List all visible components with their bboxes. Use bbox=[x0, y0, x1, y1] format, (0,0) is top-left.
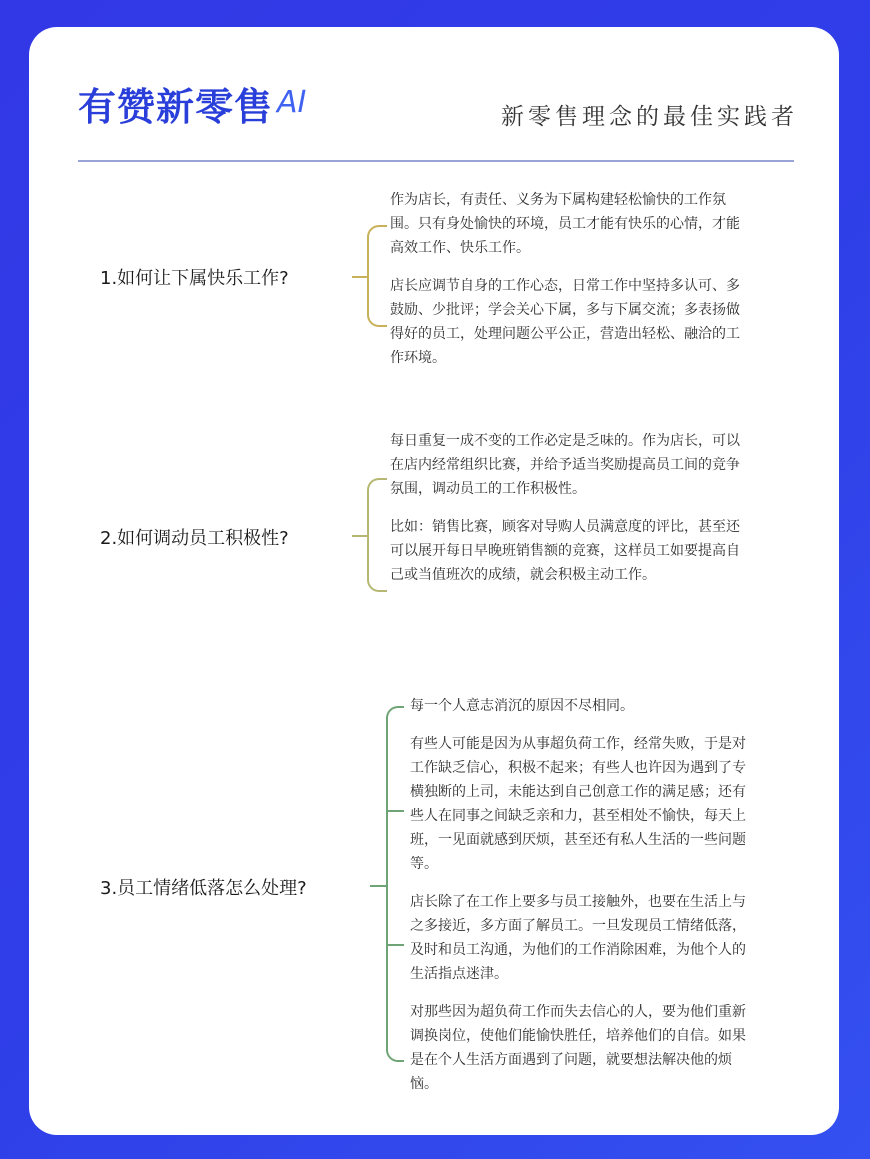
bracket-3-notch-a bbox=[386, 810, 404, 812]
brand-logo bbox=[78, 85, 307, 129]
answer-3-3: 店长除了在工作上要多与员工接触外，也要在生活上与之多接近，多方面了解员工。一旦发现员工情绪低落，及时和员工沟通，为他们的工作消除困难，为他个人的生活指点迷津。 bbox=[410, 894, 746, 982]
answer-2-2: 比如：销售比赛，顾客对导购人员满意度的评比，甚至还可以展开每日早晚班销售额的竞赛，这样员工如要提高自己或当值班次的成绩，就会积极主动工作。 bbox=[390, 519, 740, 583]
bracket-3 bbox=[386, 706, 404, 1062]
answer-3-4: 对那些因为超负荷工作而失去信心的人，要为他们重新调换岗位，使他们能愉快胜任，培养他们的自信。如果是在个人生活方面遇到了问题，就要想法解决他的烦恼。 bbox=[410, 1004, 746, 1092]
answer-2-1: 每日重复一成不变的工作必定是乏味的。作为店长，可以在店内经常组织比赛，并给予适当奖励提高员工间的竞争氛围，调动员工的工作积极性。 bbox=[390, 433, 740, 497]
answers-2 bbox=[390, 429, 750, 587]
bracket-2 bbox=[367, 478, 387, 592]
bracket-1 bbox=[367, 225, 387, 327]
answer-3-2: 有些人可能是因为从事超负荷工作，经常失败，于是对工作缺乏信心，积极不起来；有些人也许因为遇到了专横独断的上司，未能达到自己创意工作的满足感；还有些人在同事之间缺乏亲和力，甚至相处不愉快，每天上班，一见面就感到厌烦，甚至还有私人生活的一些问题等。 bbox=[410, 736, 746, 872]
header-divider bbox=[78, 160, 794, 162]
bracket-stem-1 bbox=[352, 276, 368, 278]
logo-text: 有赞新零售 bbox=[78, 85, 274, 129]
slogan: 新零售理念的最佳实践者 bbox=[501, 104, 798, 130]
logo-ai-mark: AI bbox=[277, 85, 307, 120]
question-2: 2.如何调动员工积极性? bbox=[100, 528, 289, 549]
answer-1-1: 作为店长，有责任、义务为下属构建轻松愉快的工作氛围。只有身处愉快的环境，员工才能有快乐的心情，才能高效工作、快乐工作。 bbox=[390, 192, 740, 256]
bracket-stem-2 bbox=[352, 535, 368, 537]
answers-3 bbox=[410, 694, 758, 1096]
question-3: 3.员工情绪低落怎么处理? bbox=[100, 878, 307, 899]
answers-1 bbox=[390, 188, 750, 370]
bracket-3-notch-b bbox=[386, 944, 404, 946]
question-1: 1.如何让下属快乐工作? bbox=[100, 268, 289, 289]
answer-1-2: 店长应调节自身的工作心态，日常工作中坚持多认可、多鼓励、少批评；学会关心下属，多与下属交流；多表扬做得好的员工，处理问题公平公正，营造出轻松、融洽的工作环境。 bbox=[390, 278, 740, 366]
answer-3-1: 每一个人意志消沉的原因不尽相同。 bbox=[410, 698, 634, 714]
